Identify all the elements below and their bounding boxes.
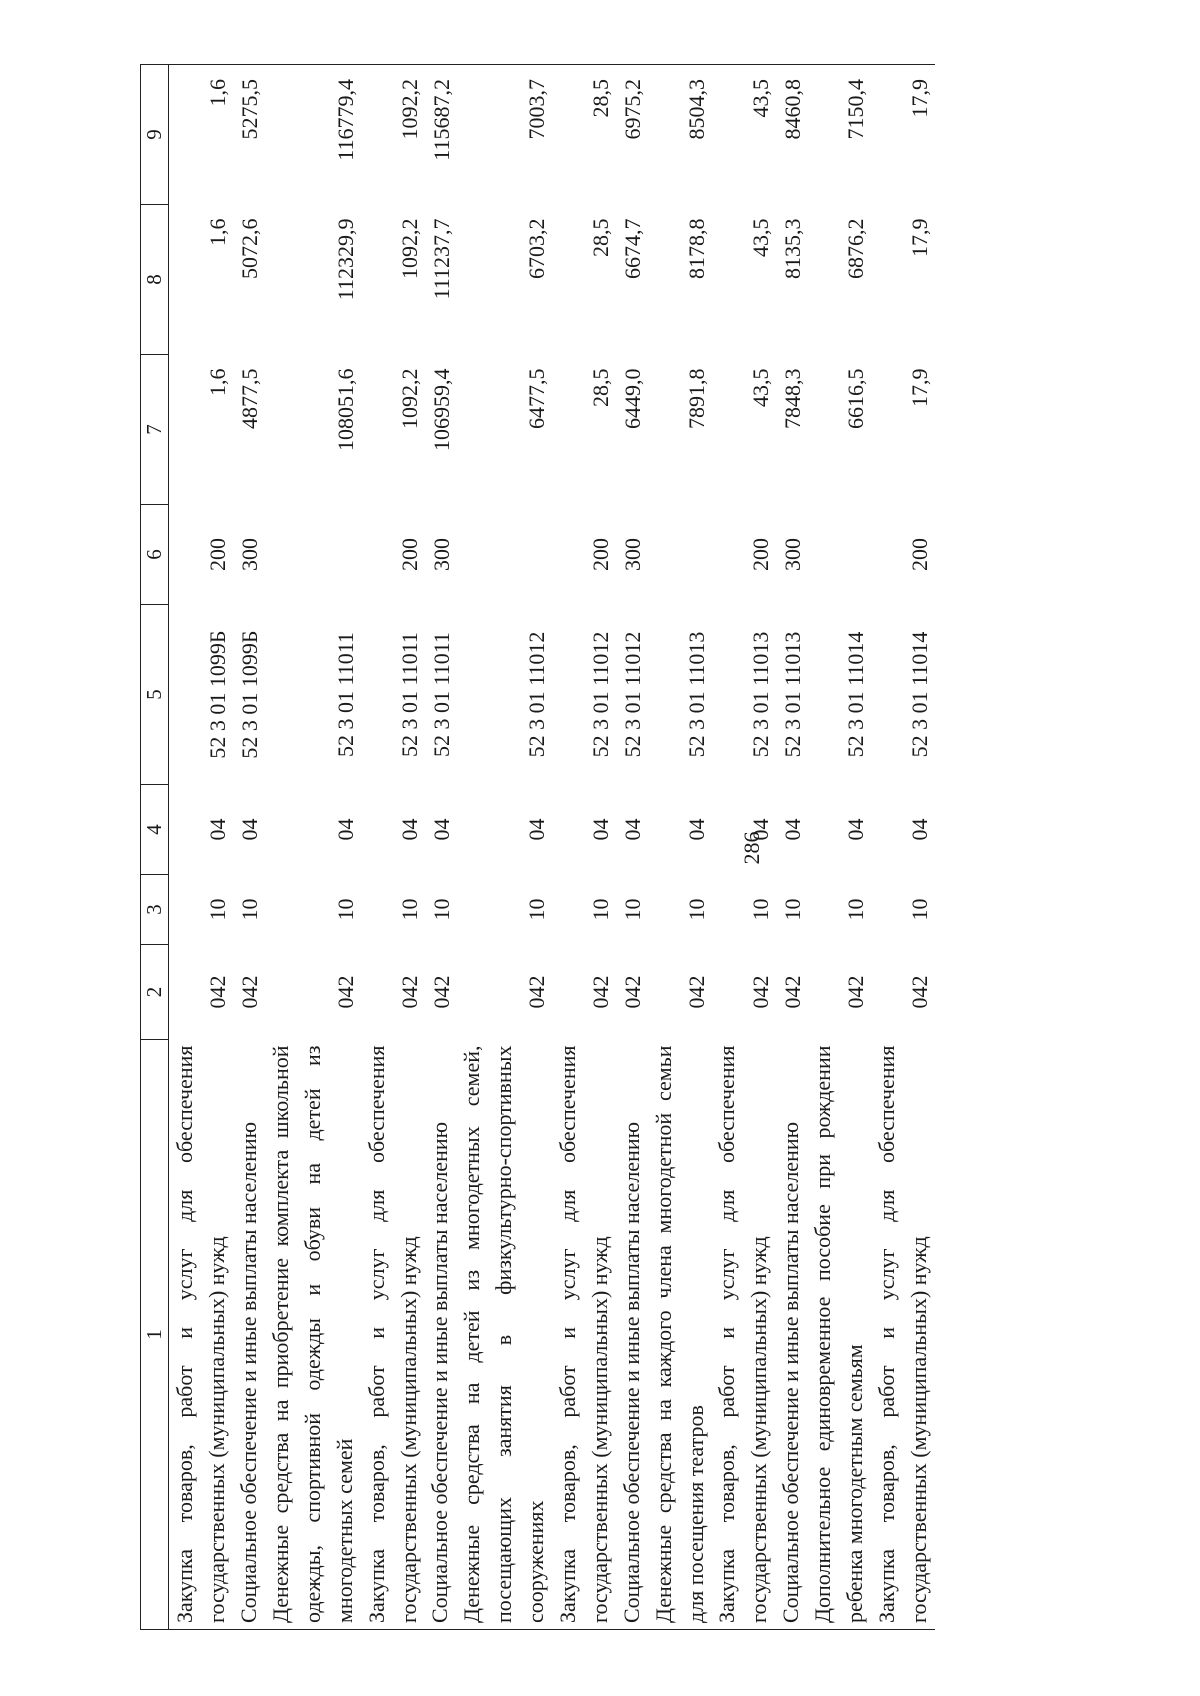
amount-cell: 43,5 — [747, 368, 773, 407]
target-article-cell: 52 3 01 1099Б — [205, 630, 231, 759]
expense-type-cell — [265, 505, 361, 605]
column-header: 7 — [141, 355, 169, 505]
section-cell: 10 — [205, 898, 231, 921]
section-cell: 10 — [237, 898, 263, 921]
target-article-cell: 52 3 01 11014 — [843, 631, 869, 758]
amount-cell: 5072,6 — [237, 218, 263, 279]
ministry-code-cell: 042 — [683, 975, 709, 1009]
table-row — [169, 65, 233, 1630]
description-cell: Денежные средства на каждого члена многодетной семьи для посещения театров — [648, 1040, 712, 1630]
target-article-cell: 52 3 01 11013 — [747, 631, 773, 758]
amount-cell: 1,6 — [205, 368, 231, 396]
target-article-cell: 52 3 01 11012 — [620, 631, 646, 758]
description-cell: Социальное обеспечение и иные выплаты населению — [775, 1040, 807, 1630]
amount-cell: 6449,0 — [620, 368, 646, 429]
expense-type-cell: 300 — [779, 538, 805, 571]
subsection-cell: 04 — [524, 818, 550, 841]
amount-cell: 6674,7 — [620, 218, 646, 279]
amount-cell: 8504,3 — [648, 65, 712, 205]
amount-cell: 6616,5 — [843, 368, 869, 429]
amount-cell: 43,5 — [747, 218, 773, 257]
amount-cell: 28,5 — [588, 218, 614, 257]
amount-cell: 28,5 — [588, 368, 614, 407]
section-cell: 10 — [779, 898, 805, 921]
expense-type-cell: 300 — [620, 538, 646, 571]
subsection-cell: 04 — [237, 818, 263, 841]
section-cell: 10 — [396, 898, 422, 921]
description-cell: Закупка товаров, работ и услуг для обеспечения государственных (муниципальных) нужд — [871, 1040, 935, 1630]
amount-cell: 17,9 — [871, 65, 935, 205]
amount-cell: 6703,2 — [524, 218, 550, 279]
target-article-cell: 52 3 01 11011 — [428, 632, 454, 757]
ministry-code-cell: 042 — [428, 975, 454, 1009]
expense-type-cell: 200 — [396, 538, 422, 571]
subsection-cell: 04 — [907, 818, 933, 841]
subsection-cell: 04 — [683, 818, 709, 841]
expense-type-cell: 300 — [428, 538, 454, 571]
subsection-cell: 04 — [779, 818, 805, 841]
expense-type-cell: 200 — [747, 538, 773, 571]
table-row — [711, 65, 775, 1630]
amount-cell: 106959,4 — [428, 368, 454, 451]
amount-cell: 4877,5 — [237, 368, 263, 429]
target-article-cell: 52 3 01 11012 — [524, 631, 550, 758]
amount-cell: 5275,5 — [233, 65, 265, 205]
subsection-cell: 04 — [747, 818, 773, 841]
expense-type-cell — [807, 505, 871, 605]
column-header: 6 — [141, 505, 169, 605]
description-cell: Закупка товаров, работ и услуг для обеспечения государственных (муниципальных) нужд — [711, 1040, 775, 1630]
table-row — [456, 65, 552, 1630]
ministry-code-cell: 042 — [524, 975, 550, 1009]
page-number: 286 — [739, 831, 764, 865]
ministry-code-cell: 042 — [396, 975, 422, 1009]
table-row — [871, 65, 935, 1630]
target-article-cell: 52 3 01 11013 — [683, 631, 709, 758]
amount-cell: 1,6 — [169, 65, 233, 205]
description-cell: Дополнительное единовременное пособие при рождении ребенка многодетным семьям — [807, 1040, 871, 1630]
section-cell: 10 — [683, 898, 709, 921]
amount-cell: 111237,7 — [428, 218, 454, 300]
table-row — [361, 65, 425, 1630]
amount-cell: 1092,2 — [396, 368, 422, 429]
description-cell: Денежные средства на приобретение комплекта школьной одежды, спортивной одежды и обуви на детей из многодетных семей — [265, 1040, 361, 1630]
table-row — [265, 65, 361, 1630]
amount-cell: 28,5 — [552, 65, 616, 205]
amount-cell: 1,6 — [205, 218, 231, 246]
target-article-cell: 52 3 01 11012 — [588, 631, 614, 758]
amount-cell: 8460,8 — [775, 65, 807, 205]
ministry-code-cell: 042 — [333, 975, 359, 1009]
section-cell: 10 — [843, 898, 869, 921]
section-cell: 10 — [333, 898, 359, 921]
subsection-cell: 04 — [396, 818, 422, 841]
expense-type-cell: 200 — [205, 538, 231, 571]
table-row — [616, 65, 648, 1630]
section-cell: 10 — [588, 898, 614, 921]
ministry-code-cell: 042 — [843, 975, 869, 1009]
description-cell: Закупка товаров, работ и услуг для обеспечения государственных (муниципальных) нужд — [361, 1040, 425, 1630]
section-cell: 10 — [907, 898, 933, 921]
ministry-code-cell: 042 — [779, 975, 805, 1009]
budget-table — [140, 64, 935, 1630]
expense-type-cell: 200 — [907, 538, 933, 571]
amount-cell: 7891,8 — [683, 368, 709, 429]
section-cell: 10 — [524, 898, 550, 921]
amount-cell: 116779,4 — [265, 65, 361, 205]
header-row — [141, 65, 169, 1630]
table-row — [424, 65, 456, 1630]
description-cell: Социальное обеспечение и иные выплаты населению — [424, 1040, 456, 1630]
table-row — [648, 65, 712, 1630]
amount-cell: 7150,4 — [807, 65, 871, 205]
column-header: 3 — [141, 875, 169, 945]
section-cell: 10 — [747, 898, 773, 921]
column-header: 4 — [141, 785, 169, 875]
amount-cell: 8178,8 — [683, 218, 709, 279]
amount-cell: 115687,2 — [424, 65, 456, 205]
column-header: 8 — [141, 205, 169, 355]
expense-type-cell: 300 — [237, 538, 263, 571]
column-header: 5 — [141, 605, 169, 785]
subsection-cell: 04 — [588, 818, 614, 841]
description-cell: Социальное обеспечение и иные выплаты населению — [233, 1040, 265, 1630]
expense-type-cell — [456, 505, 552, 605]
subsection-cell: 04 — [205, 818, 231, 841]
amount-cell: 112329,9 — [333, 218, 359, 301]
target-article-cell: 52 3 01 11014 — [907, 631, 933, 758]
amount-cell: 6876,2 — [843, 218, 869, 279]
amount-cell: 8135,3 — [779, 218, 805, 279]
subsection-cell: 04 — [620, 818, 646, 841]
description-cell: Закупка товаров, работ и услуг для обеспечения государственных (муниципальных) нужд — [552, 1040, 616, 1630]
ministry-code-cell: 042 — [620, 975, 646, 1009]
amount-cell: 6975,2 — [616, 65, 648, 205]
target-article-cell: 52 3 01 11013 — [779, 631, 805, 758]
expense-type-cell: 200 — [588, 538, 614, 571]
table-row — [775, 65, 807, 1630]
amount-cell: 7003,7 — [456, 65, 552, 205]
amount-cell: 17,9 — [907, 218, 933, 257]
column-header: 1 — [141, 1040, 169, 1630]
ministry-code-cell: 042 — [205, 975, 231, 1009]
target-article-cell: 52 3 01 1099Б — [237, 630, 263, 759]
ministry-code-cell: 042 — [747, 975, 773, 1009]
ministry-code-cell: 042 — [237, 975, 263, 1009]
subsection-cell: 04 — [428, 818, 454, 841]
subsection-cell: 04 — [843, 818, 869, 841]
amount-cell: 43,5 — [711, 65, 775, 205]
subsection-cell: 04 — [333, 818, 359, 841]
column-header: 9 — [141, 65, 169, 205]
description-cell: Социальное обеспечение и иные выплаты населению — [616, 1040, 648, 1630]
amount-cell: 17,9 — [907, 368, 933, 407]
amount-cell: 7848,3 — [779, 368, 805, 429]
description-cell: Закупка товаров, работ и услуг для обеспечения государственных (муниципальных) нужд — [169, 1040, 233, 1630]
table-row — [233, 65, 265, 1630]
rotated-table-container — [140, 65, 1165, 1630]
ministry-code-cell: 042 — [907, 975, 933, 1009]
amount-cell: 6477,5 — [524, 368, 550, 429]
expense-type-cell — [648, 505, 712, 605]
table-row — [807, 65, 871, 1630]
description-cell: Денежные средства на детей из многодетных семей, посещающих занятия в физкультурно-спортивных сооружениях — [456, 1040, 552, 1630]
ministry-code-cell: 042 — [588, 975, 614, 1009]
table-body — [169, 65, 935, 1630]
section-cell: 10 — [428, 898, 454, 921]
amount-cell: 1092,2 — [361, 65, 425, 205]
table-row — [552, 65, 616, 1630]
amount-cell: 1092,2 — [396, 218, 422, 279]
section-cell: 10 — [620, 898, 646, 921]
target-article-cell: 52 3 01 11011 — [333, 632, 359, 757]
target-article-cell: 52 3 01 11011 — [396, 632, 422, 757]
amount-cell: 108051,6 — [333, 368, 359, 451]
column-header: 2 — [141, 945, 169, 1040]
